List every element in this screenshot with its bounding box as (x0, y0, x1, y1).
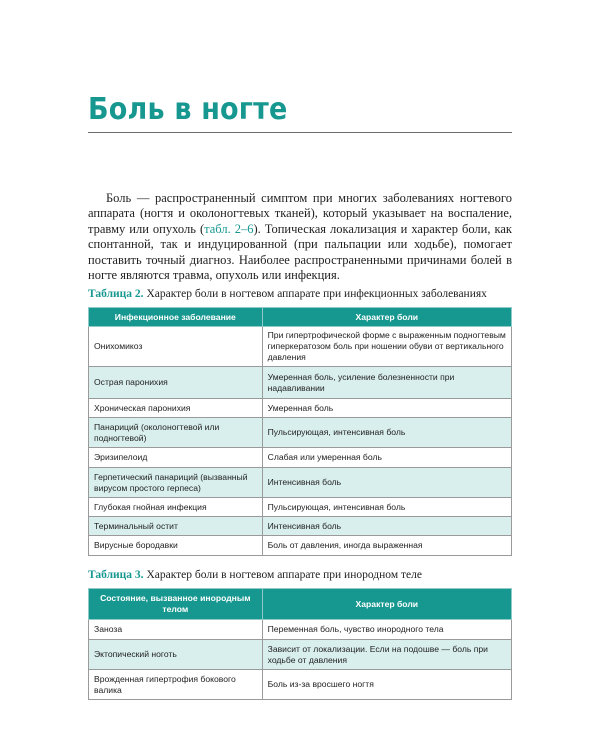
intro-text-before: Боль — распространенный симптом при многих заболеваниях ногтевого аппарата (ногтя и околоногтевых тканей), который указывает на воспаление, травму или опухоль ( (88, 191, 512, 236)
chapter-title: Боль в ногте (88, 92, 288, 127)
table2-cell: Острая паронихия (89, 367, 263, 399)
table3-header-row (89, 589, 512, 620)
table2-cell: Панариций (околоногтевой или подногтевой) (89, 418, 263, 448)
table2-cell: При гипертрофической форме с выраженным подногтевым гиперкератозом боль при ношении обуви от вертикального давления (262, 327, 511, 367)
intro-text-after: ). Топическая локализация и характер боли, как спонтанной, так и индуцированной (при пальпации или ходьбе), помогает поставить точный диагноз. Наиболее распространенными причинами болей в ногте являются травма, опухоль или инфекция. (88, 221, 513, 283)
table2-cell: Вирусные бородавки (89, 536, 263, 556)
table2-cell: Пульсирующая, интенсивная боль (262, 498, 511, 517)
table-row (89, 399, 512, 418)
table-row (89, 327, 512, 367)
table-row (89, 517, 512, 536)
table-row (89, 536, 512, 556)
table3-caption (88, 569, 422, 581)
table3-caption-text: Характер боли в ногтевом аппарате при инородном теле (143, 569, 422, 581)
table3 (88, 588, 512, 700)
intro-paragraph (88, 191, 512, 283)
table2-cell: Глубокая гнойная инфекция (89, 498, 263, 517)
table3-caption-label: Таблица 3. (88, 569, 144, 581)
table3-cell: Эктопический ноготь (89, 640, 263, 670)
table2-cell: Эризипелоид (89, 448, 263, 468)
table3-cell: Боль из-за вросшего ногтя (262, 670, 511, 700)
table-row (89, 620, 512, 640)
table2-header-cell: Инфекционное заболевание (89, 308, 263, 327)
table2-header-cell: Характер боли (262, 308, 511, 327)
table2-caption-label: Таблица 2. (88, 288, 144, 300)
table-row (89, 468, 512, 498)
table2-caption-text: Характер боли в ногтевом аппарате при инфекционных заболеваниях (143, 288, 487, 300)
table3-cell: Переменная боль, чувство инородного тела (262, 620, 511, 640)
table2-cell: Умеренная боль, усиление болезненности при надавливании (262, 367, 511, 399)
table-reference-link[interactable]: табл. 2–6 (204, 221, 254, 236)
table-row (89, 498, 512, 517)
table2-cell: Интенсивная боль (262, 468, 511, 498)
table3-cell: Заноза (89, 620, 263, 640)
table2-cell: Слабая или умеренная боль (262, 448, 511, 468)
table2-cell: Боль от давления, иногда выраженная (262, 536, 511, 556)
table3-header-cell: Состояние, вызванное инородным телом (89, 589, 263, 620)
table3-cell: Зависит от локализации. Если на подошве — боль при ходьбе от давления (262, 640, 511, 670)
table2-cell: Интенсивная боль (262, 517, 511, 536)
table2-cell: Умеренная боль (262, 399, 511, 418)
table-row (89, 367, 512, 399)
table2-cell: Терминальный остит (89, 517, 263, 536)
table3-header-cell: Характер боли (262, 589, 511, 620)
table2-cell: Онихомикоз (89, 327, 263, 367)
table2-caption (88, 288, 487, 300)
table2-cell: Герпетический панариций (вызванный вирусом простого герпеса) (89, 468, 263, 498)
table2-header-row (89, 308, 512, 327)
title-divider (88, 132, 512, 133)
table-row (89, 448, 512, 468)
table-row (89, 418, 512, 448)
table-row (89, 670, 512, 700)
table2-cell: Хроническая паронихия (89, 399, 263, 418)
table-row (89, 640, 512, 670)
table2 (88, 307, 512, 556)
table2-cell: Пульсирующая, интенсивная боль (262, 418, 511, 448)
table3-cell: Врожденная гипертрофия бокового валика (89, 670, 263, 700)
